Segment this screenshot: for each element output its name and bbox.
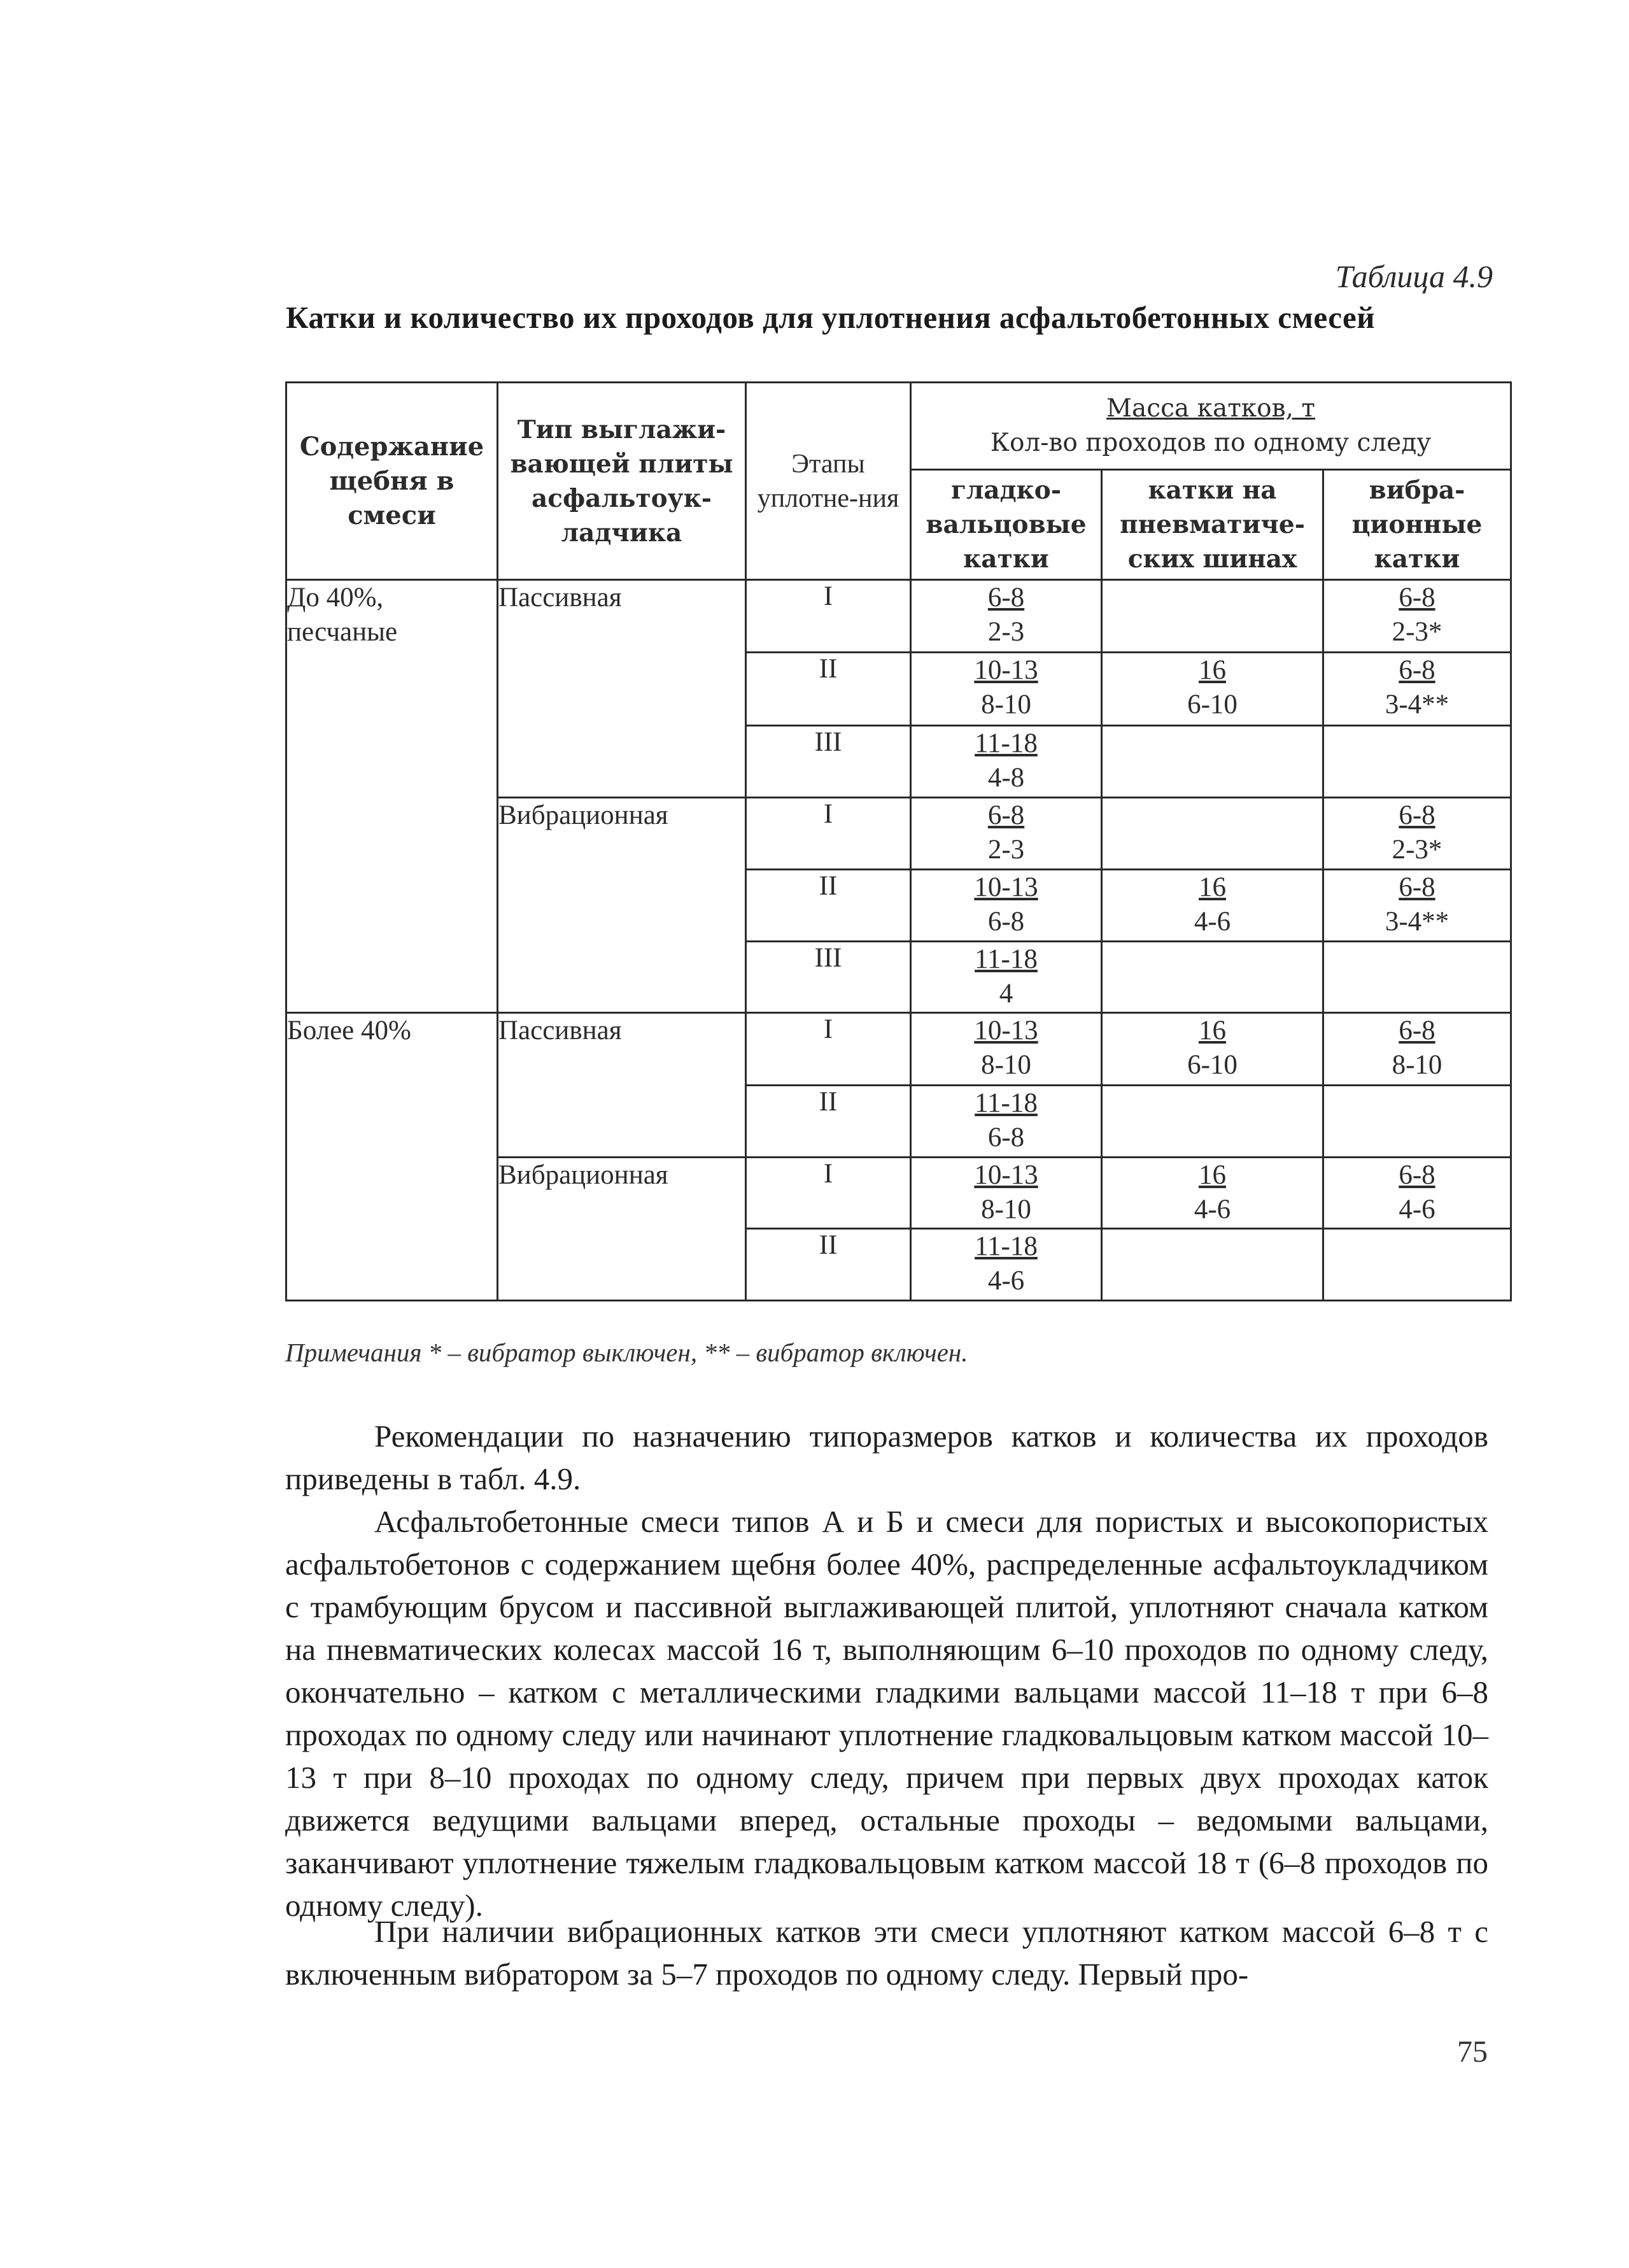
header-gravel-content: Содержание щебня в смеси <box>286 383 498 580</box>
vibro-cell: 6-8 3-4** <box>1323 870 1511 942</box>
stage-cell: I <box>746 580 911 652</box>
paragraph-3: При наличии вибрационных катков эти смеси уплотняют катком массой 6–8 т с включенным вибратором за 5–7 проходов по одному следу. Первый про- <box>285 1914 1488 1992</box>
pneumatic-cell <box>1102 580 1323 652</box>
table-title: Катки и количество их проходов для уплотнения асфальтобетонных смесей <box>285 300 1376 335</box>
smooth-cell: 6-8 2-3 <box>911 797 1102 869</box>
pneumatic-cell <box>1102 797 1323 869</box>
stage-cell: I <box>746 797 911 869</box>
rollers-table <box>285 381 1512 1301</box>
vibro-cell: 6-8 2-3* <box>1323 797 1511 869</box>
stage-cell: II <box>746 870 911 942</box>
pneumatic-cell <box>1102 942 1323 1013</box>
pneumatic-cell <box>1102 1228 1323 1300</box>
stage-cell: II <box>746 652 911 725</box>
stage-cell: I <box>746 1013 911 1085</box>
header-compaction-stages: Этапы уплотне-ния <box>746 383 911 580</box>
smooth-cell: 10-13 6-8 <box>911 870 1102 942</box>
plate-cell: Вибрационная <box>498 797 746 1012</box>
stage-cell: III <box>746 725 911 797</box>
table-label: Таблица 4.9 <box>1335 259 1493 294</box>
gravel-cell: До 40%, песчаные <box>286 580 498 1013</box>
table-row <box>286 580 1511 652</box>
vibro-cell <box>1323 1085 1511 1157</box>
header-pneumatic-rollers: катки на пневматиче-ских шинах <box>1102 470 1323 580</box>
header-mass-label: Масса катков, т <box>1106 394 1315 423</box>
smooth-cell: 10-13 8-10 <box>911 1013 1102 1085</box>
stage-cell: I <box>746 1157 911 1228</box>
pneumatic-cell <box>1102 1085 1323 1157</box>
page-number: 75 <box>1457 2035 1488 2069</box>
pneumatic-cell: 16 4-6 <box>1102 1157 1323 1228</box>
smooth-cell: 11-18 4 <box>911 942 1102 1013</box>
gravel-cell: Более 40% <box>286 1013 498 1301</box>
vibro-cell <box>1323 725 1511 797</box>
pneumatic-cell: 16 6-10 <box>1102 1013 1323 1085</box>
plate-cell: Вибрационная <box>498 1157 746 1300</box>
stage-cell: III <box>746 942 911 1013</box>
stage-cell: II <box>746 1228 911 1300</box>
pneumatic-cell: 16 4-6 <box>1102 870 1323 942</box>
plate-cell: Пассивная <box>498 580 746 797</box>
header-passes-label: Кол-во проходов по одному следу <box>990 429 1432 458</box>
pneumatic-cell: 16 6-10 <box>1102 652 1323 725</box>
vibro-cell <box>1323 1228 1511 1300</box>
paragraph-1: Рекомендации по назначению типоразмеров катков и количества их проходов приведены в табл. 4.9. <box>285 1419 1488 1496</box>
smooth-cell: 11-18 4-6 <box>911 1228 1102 1300</box>
header-plate-type: Тип выглажи-вающей плиты асфальтоук-ладчика <box>498 383 746 580</box>
smooth-cell: 6-8 2-3 <box>911 580 1102 652</box>
vibro-cell: 6-8 2-3* <box>1323 580 1511 652</box>
smooth-cell: 11-18 4-8 <box>911 725 1102 797</box>
vibro-cell: 6-8 3-4** <box>1323 652 1511 725</box>
paragraph-2: Асфальтобетонные смеси типов А и Б и смеси для пористых и высокопористых асфальтобетонов с содержанием щебня более 40%, распределенные асфальтоукладчиком с трамбующим брусом и пассивной выглаживающей плитой, уплотняют сначала катком на пневматических колесах массой 16 т, выполняющим 6–10 проходов по одному следу, окончательно – катком с металлическими гладкими вальцами массой 11–18 т при 6–8 проходах по одному следу или начинают уплотнение гладковальцовым катком массой 10–13 т при 8–10 проходах по одному следу, причем при первых двух проходах каток движется ведущими вальцами вперед, остальные проходы – ведомыми вальцами, заканчивают уплотнение тяжелым гладковальцовым катком массой 18 т (6–8 проходов по одному следу). <box>285 1504 1488 1923</box>
header-roller-mass-group <box>911 383 1511 470</box>
header-smooth-rollers: гладко-вальцовые катки <box>911 470 1102 580</box>
smooth-cell: 11-18 6-8 <box>911 1085 1102 1157</box>
vibro-cell: 6-8 4-6 <box>1323 1157 1511 1228</box>
smooth-cell: 10-13 8-10 <box>911 652 1102 725</box>
pneumatic-cell <box>1102 725 1323 797</box>
table-row <box>286 1013 1511 1085</box>
table-notes: Примечания * – вибратор выключен, ** – вибратор включен. <box>285 1338 968 1367</box>
header-vibratory-rollers: вибра-ционные катки <box>1323 470 1511 580</box>
plate-cell: Пассивная <box>498 1013 746 1157</box>
stage-cell: II <box>746 1085 911 1157</box>
smooth-cell: 10-13 8-10 <box>911 1157 1102 1228</box>
vibro-cell: 6-8 8-10 <box>1323 1013 1511 1085</box>
vibro-cell <box>1323 942 1511 1013</box>
